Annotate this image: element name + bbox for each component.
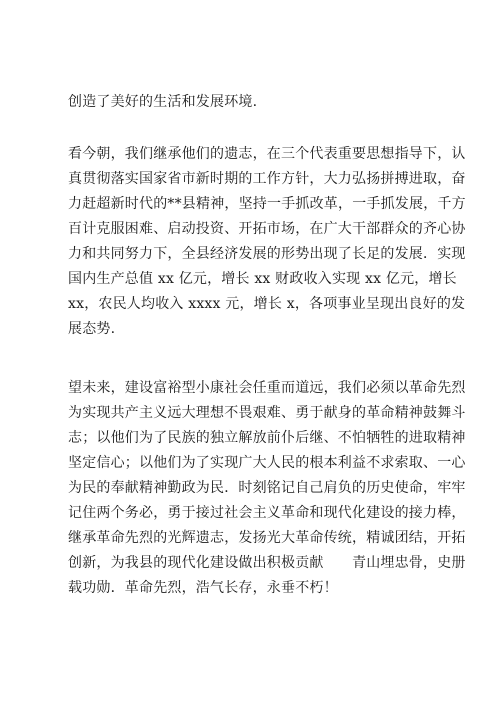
paragraph-2 xyxy=(68,142,466,342)
paragraph-3 xyxy=(68,376,466,601)
paragraph-3-line: 坚定信心；以他们为了实现广大人民的根本利益不求索取、一心 xyxy=(68,455,466,471)
paragraph-2-line: 看今朝，我们继承他们的遗志，在三个代表重要思想指导下，认 xyxy=(68,146,466,162)
paragraph-3-line: 创新，为我县的现代化建设做出积极贡献 青山埋忠骨，史册 xyxy=(68,555,466,571)
paragraph-1-line: 创造了美好的生活和发展环境. xyxy=(68,94,258,110)
paragraph-3-line: 记住两个务必，勇于接过社会主义革命和现代化建设的接力棒， xyxy=(68,505,466,521)
paragraph-2-line: 展态势. xyxy=(68,321,116,337)
paragraph-3-line: 为实现共产主义远大理想不畏艰难、勇于献身的革命精神鼓舞斗 xyxy=(68,405,466,421)
paragraph-1 xyxy=(68,90,440,115)
paragraph-2-line: 国内生产总值 xx 亿元，增长 xx 财政收入实现 xx 亿元，增长 xyxy=(68,271,457,287)
paragraph-3-line: 志；以他们为了民族的独立解放前仆后继、不怕牺牲的进取精神 xyxy=(68,430,466,446)
paragraph-3-line: 望未来，建设富裕型小康社会任重而道远，我们必须以革命先烈 xyxy=(68,380,466,396)
paragraph-2-line: 力和共同努力下，全县经济发展的形势出现了长足的发展．实现 xyxy=(68,246,466,262)
paragraph-3-line: 载功勋．革命先烈，浩气长存，永垂不朽！ xyxy=(68,580,338,596)
paragraph-3-line: 继承革命先烈的光辉遗志，发扬光大革命传统，精诚团结，开拓 xyxy=(68,530,466,546)
paragraph-2-line: 真贯彻落实国家省市新时期的工作方针，大力弘扬拼搏进取，奋 xyxy=(68,171,466,187)
paragraph-2-line: 百计克服困难、启动投资、开拓市场，在广大干部群众的齐心协 xyxy=(68,221,466,237)
paragraph-3-line: 为民的奉献精神勤政为民．时刻铭记自己肩负的历史使命，牢牢 xyxy=(68,480,466,496)
paragraph-2-line: 力赶超新时代的**县精神，坚持一手抓改革，一手抓发展，千方 xyxy=(68,196,466,212)
paragraph-2-line: xx，农民人均收入 xxxx 元，增长 x，各项事业呈现出良好的发 xyxy=(68,296,466,312)
